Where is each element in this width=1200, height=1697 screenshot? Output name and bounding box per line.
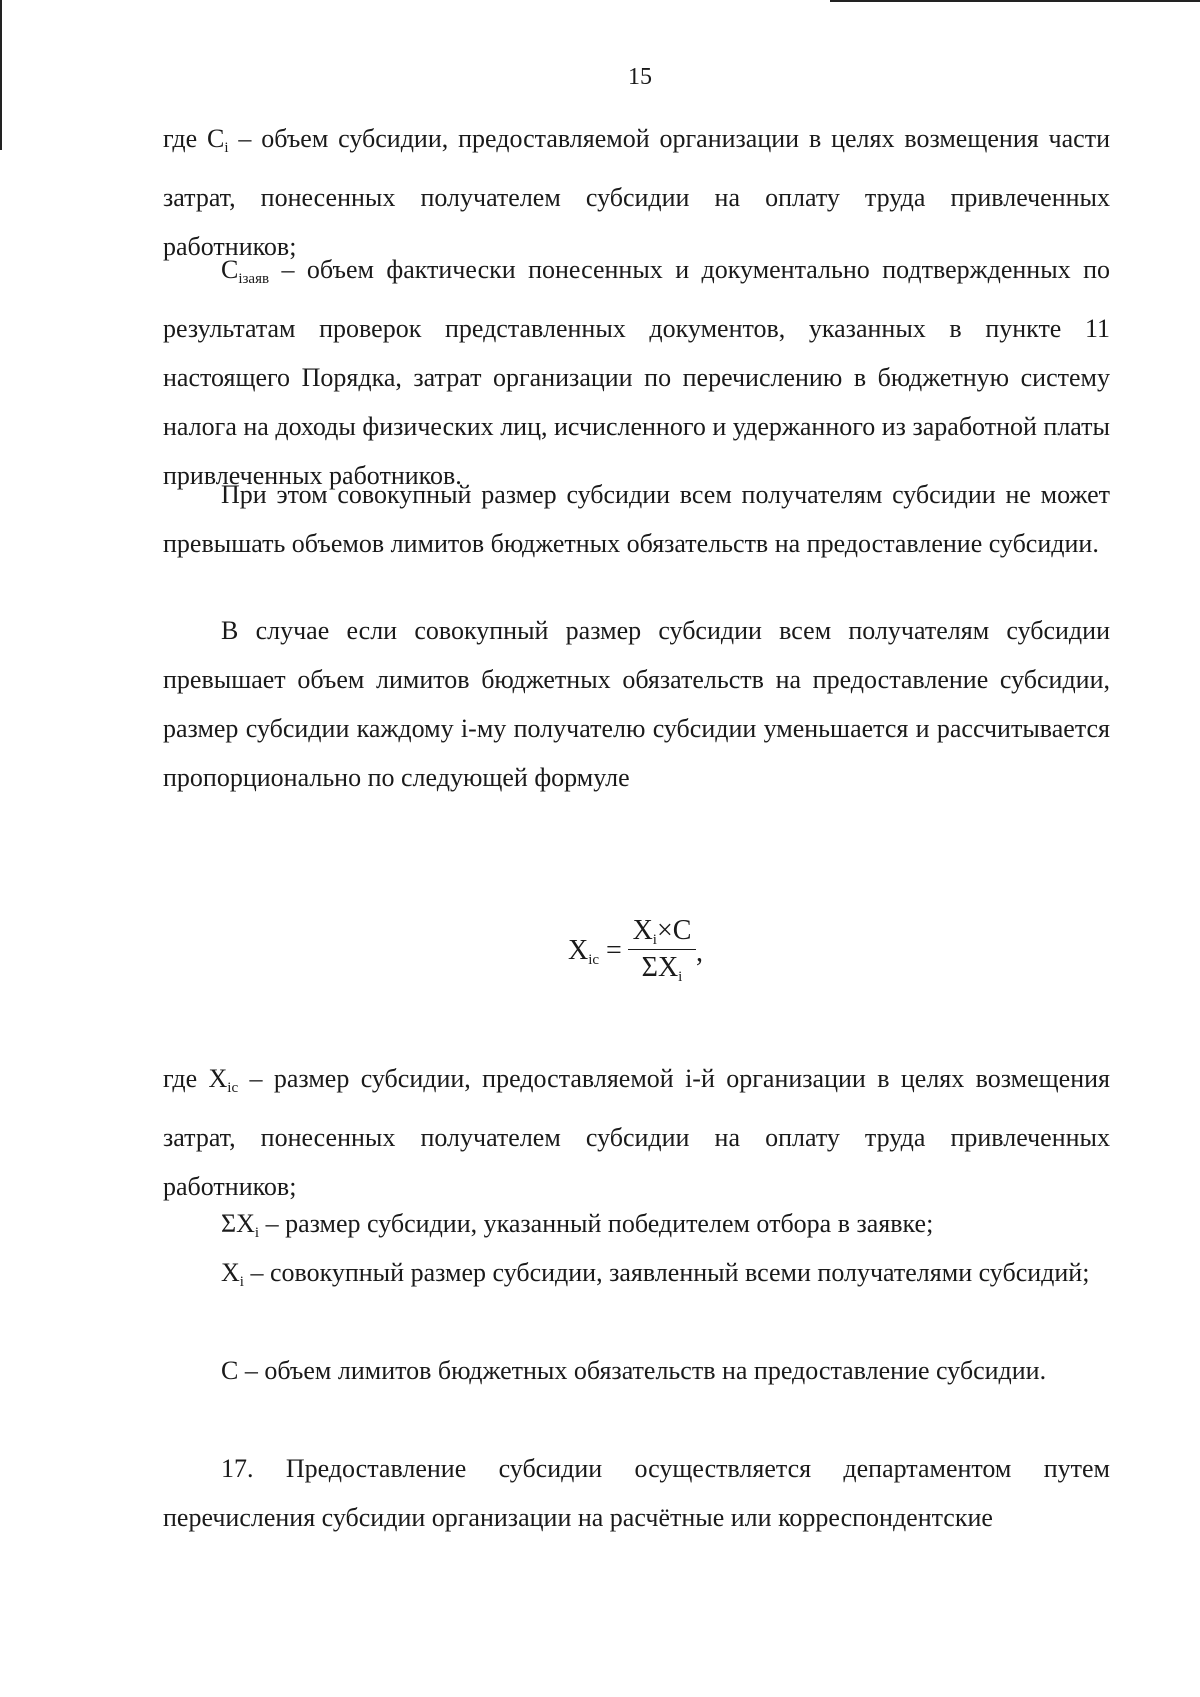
term-subscript: i xyxy=(239,1274,244,1290)
formula-denominator: $\Sigma X_i$ xyxy=(641,952,683,985)
paragraph-total-limit: При этом совокупный размер субсидии всем получателям субсидии не может превышать объемов лимитов бюджетных обязательств на предоставление субсидии. xyxy=(163,480,1110,558)
term: где X xyxy=(163,1064,228,1093)
formula-lhs: $X_{ic}$ xyxy=(568,935,600,968)
formula-equals: = xyxy=(606,935,622,966)
term-subscript: iзаяв xyxy=(238,271,270,287)
formula-numerator: $X_i\times C$ xyxy=(632,915,692,948)
page-number: 15 xyxy=(628,64,652,90)
paragraph-proportional-reduction: В случае если совокупный размер субсидии всем получателям субсидии превышает объем лимитов бюджетных обязательств на предоставление субсидии, размер субсидии каждому i-му получателю субсидии уменьшается и рассчитывается пропорционально по следующей формуле xyxy=(163,616,1110,792)
term-subscript: ic xyxy=(227,1080,239,1096)
paragraph-cizayav-definition xyxy=(163,245,1110,500)
term-subscript: i xyxy=(224,140,229,156)
term: X xyxy=(221,1258,240,1287)
definition-text: – размер субсидии, предоставляемой i-й организации в целях возмещения затрат, понесенных получателем субсидии на оплату труда привлеченных работников; xyxy=(163,1064,1110,1201)
paragraph-c-definition: С – объем лимитов бюджетных обязательств на предоставление субсидии. xyxy=(221,1356,1047,1385)
term: где С xyxy=(163,124,225,153)
definition-text: – объем субсидии, предоставляемой организации в целях возмещения части затрат, понесенных получателем субсидии на оплату труда привлеченных работников; xyxy=(163,124,1110,261)
scan-edge-top xyxy=(830,0,1200,2)
term: ΣX xyxy=(221,1209,255,1238)
paragraph-item-17: 17. Предоставление субсидии осуществляется департаментом путем перечисления субсидии организации на расчётные или корреспондентские xyxy=(163,1454,1110,1532)
definition-text: – объем фактически понесенных и документально подтвержденных по результатам проверок представленных документов, указанных в пункте 11 настоящего Порядка, затрат организации по перечислению в бюджетную систему налога на доходы физических лиц, исчисленного и удержанного из заработной платы привлеченных работников. xyxy=(163,255,1110,490)
paragraph-xic-definition xyxy=(163,1054,1110,1211)
definition-text: – совокупный размер субсидии, заявленный всеми получателями субсидий; xyxy=(243,1258,1090,1287)
formula-fraction-bar xyxy=(628,949,696,950)
proportional-formula xyxy=(568,915,718,985)
term: С xyxy=(221,255,239,284)
definition-text: – размер субсидии, указанный победителем отбора в заявке; xyxy=(259,1209,934,1238)
paragraph-xi-definition xyxy=(163,1248,1110,1307)
formula-comma: , xyxy=(696,937,703,968)
scan-edge-left xyxy=(0,0,2,150)
term-subscript: i xyxy=(254,1225,260,1241)
